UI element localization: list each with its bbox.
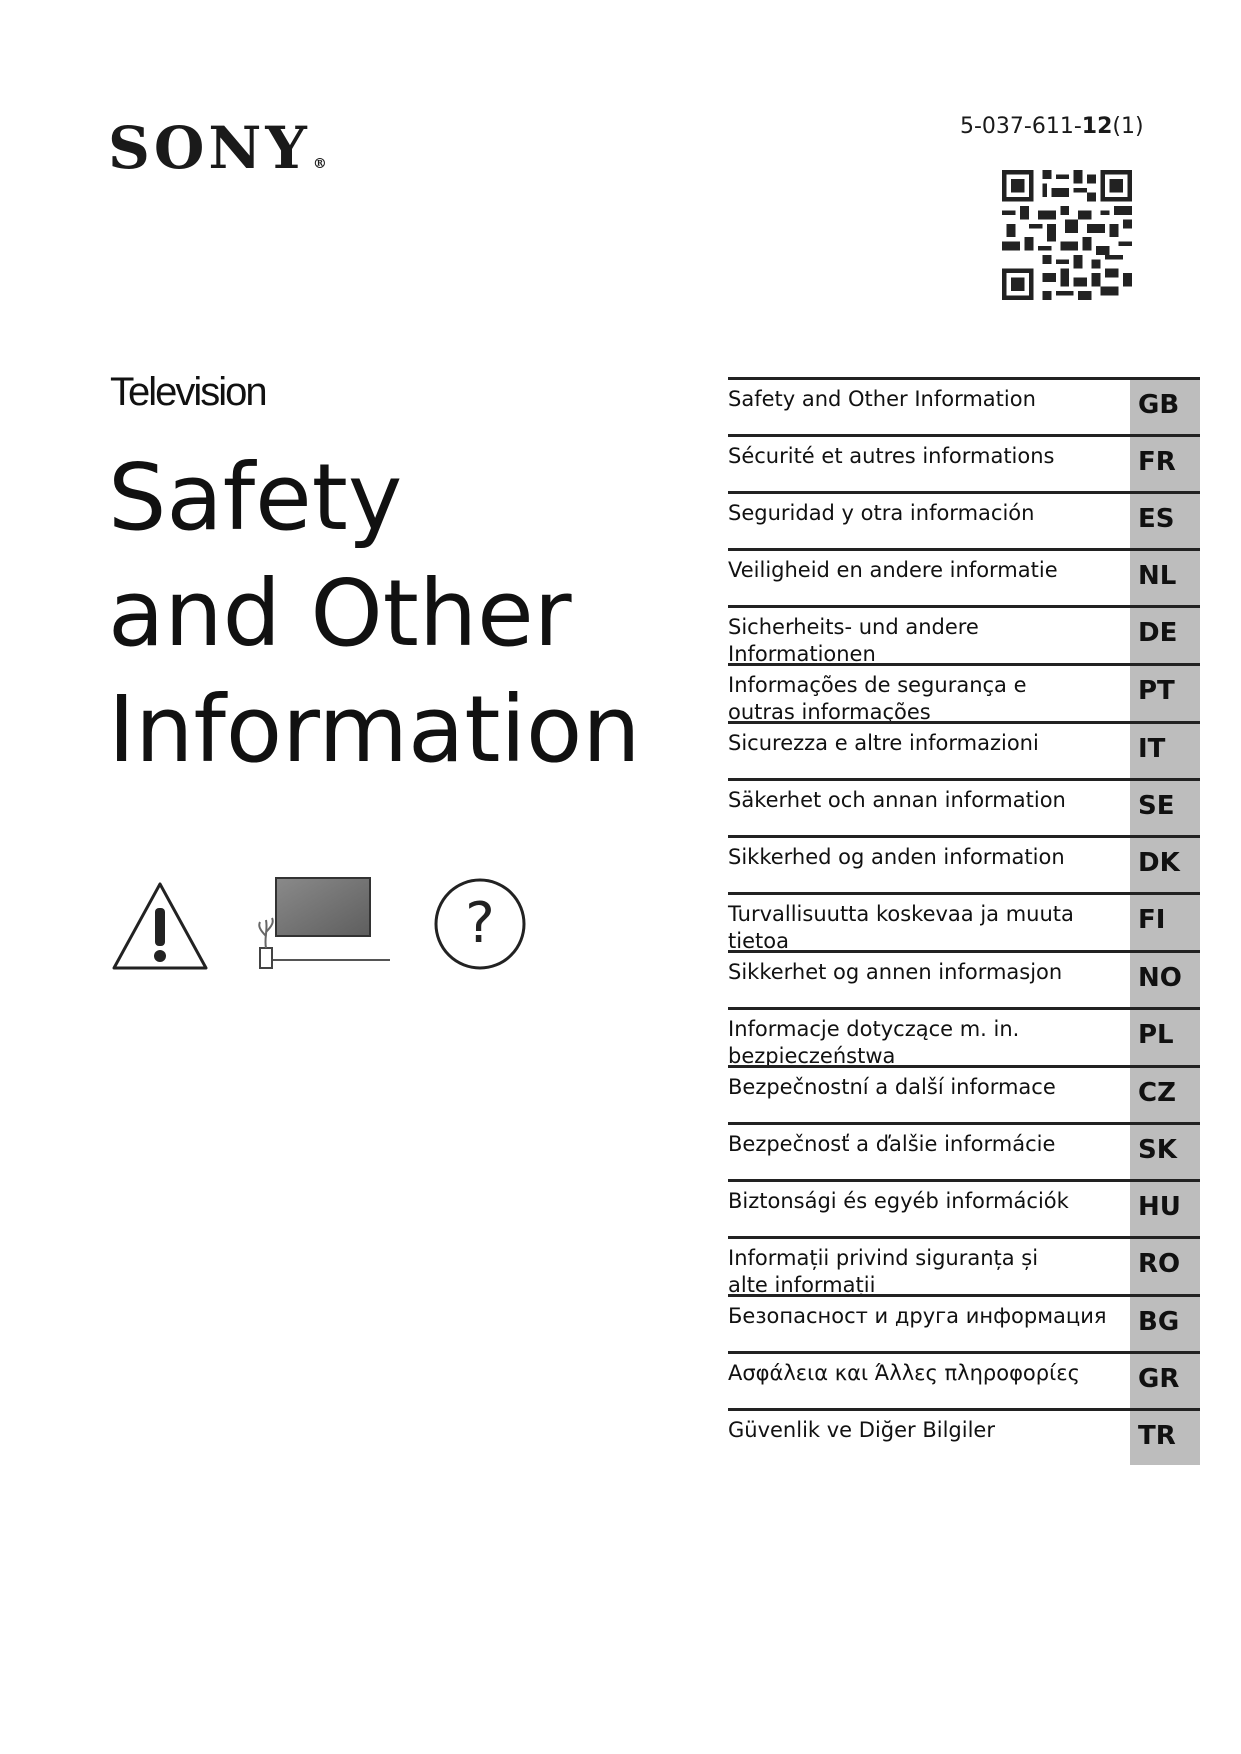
language-code-tab[interactable]: BG (1130, 1297, 1200, 1351)
language-label: Bezpečnostní a další informace (728, 1075, 1056, 1099)
language-code-tab[interactable]: NO (1130, 953, 1200, 1007)
registered-mark: ® (312, 156, 327, 172)
language-row-gr[interactable] (728, 1351, 1200, 1408)
language-label: Güvenlik ve Diğer Bilgiler (728, 1418, 995, 1442)
product-category: Television (110, 370, 266, 414)
language-label: Säkerhet och annan information (728, 788, 1066, 812)
language-index-table (728, 377, 1200, 1465)
language-row-bg[interactable] (728, 1294, 1200, 1351)
language-row-dk[interactable] (728, 835, 1200, 892)
language-code-tab[interactable]: TR (1130, 1411, 1200, 1465)
language-row-gb[interactable] (728, 377, 1200, 434)
language-row-es[interactable] (728, 491, 1200, 548)
language-row-se[interactable] (728, 778, 1200, 835)
language-row-fr[interactable] (728, 434, 1200, 491)
language-row-cz[interactable] (728, 1065, 1200, 1122)
language-code-tab[interactable]: DK (1130, 838, 1200, 892)
language-label: Безопасност и друга информация (728, 1304, 1107, 1328)
language-label: Safety and Other Information (728, 387, 1036, 411)
language-code-tab[interactable]: PT (1130, 666, 1200, 721)
warning-triangle-icon (110, 880, 210, 972)
page-title (108, 440, 708, 788)
language-code-tab[interactable]: PL (1130, 1010, 1200, 1065)
language-code-tab[interactable]: FI (1130, 895, 1200, 950)
language-code-tab[interactable]: FR (1130, 437, 1200, 491)
language-code-tab[interactable]: NL (1130, 551, 1200, 605)
language-code-tab[interactable]: ES (1130, 494, 1200, 548)
language-label: Veiligheid en andere informatie (728, 558, 1058, 582)
title-line-2: and Other (108, 560, 572, 667)
doc-number-bold: 12 (1081, 114, 1113, 139)
language-label: Sikkerhed og anden information (728, 845, 1065, 869)
language-label: Informacje dotyczące m. in. bezpieczeństwa (728, 1017, 1020, 1068)
language-row-de[interactable] (728, 605, 1200, 666)
language-label: Seguridad y otra información (728, 501, 1035, 525)
language-label: Sicherheits- und andere Informationen (728, 615, 979, 666)
language-code-tab[interactable]: HU (1130, 1182, 1200, 1236)
language-code-tab[interactable]: CZ (1130, 1068, 1200, 1122)
language-label: Sicurezza e altre informazioni (728, 731, 1039, 755)
question-circle-icon (432, 876, 528, 972)
document-number (960, 114, 1160, 139)
language-label: Sikkerhet og annen informasjon (728, 960, 1063, 984)
language-row-tr[interactable] (728, 1408, 1200, 1465)
logo-text: SONY (108, 114, 311, 182)
language-row-sk[interactable] (728, 1122, 1200, 1179)
language-code-tab[interactable]: RO (1130, 1239, 1200, 1294)
language-row-pl[interactable] (728, 1007, 1200, 1068)
sony-logo (108, 114, 408, 182)
language-label: Bezpečnosť a ďalšie informácie (728, 1132, 1056, 1156)
language-code-tab[interactable]: GB (1130, 380, 1200, 434)
language-row-fi[interactable] (728, 892, 1200, 953)
language-label: Informações de segurança e outras informações (728, 673, 1027, 724)
language-label: Ασφάλεια και Άλλες πληροφορίες (728, 1361, 1080, 1385)
language-code-tab[interactable]: IT (1130, 724, 1200, 778)
language-label: Turvallisuutta koskevaa ja muuta tietoa (728, 902, 1074, 953)
language-label: Informații privind siguranța și alte informații (728, 1246, 1039, 1297)
doc-number-prefix: 5-037-611- (960, 114, 1082, 139)
language-row-nl[interactable] (728, 548, 1200, 605)
language-row-pt[interactable] (728, 663, 1200, 724)
svg-text:?: ? (465, 891, 495, 956)
language-label: Biztonsági és egyéb információk (728, 1189, 1069, 1213)
language-row-no[interactable] (728, 950, 1200, 1007)
language-row-hu[interactable] (728, 1179, 1200, 1236)
title-line-3: Information (108, 676, 641, 783)
language-code-tab[interactable]: GR (1130, 1354, 1200, 1408)
language-row-ro[interactable] (728, 1236, 1200, 1297)
language-code-tab[interactable]: SK (1130, 1125, 1200, 1179)
language-label: Sécurité et autres informations (728, 444, 1055, 468)
tv-installation-icon (252, 874, 392, 980)
language-code-tab[interactable]: DE (1130, 608, 1200, 663)
title-line-1: Safety (108, 444, 403, 551)
language-code-tab[interactable]: SE (1130, 781, 1200, 835)
language-row-it[interactable] (728, 721, 1200, 778)
doc-number-suffix: (1) (1112, 114, 1144, 139)
qr-code-icon[interactable] (1002, 170, 1132, 300)
